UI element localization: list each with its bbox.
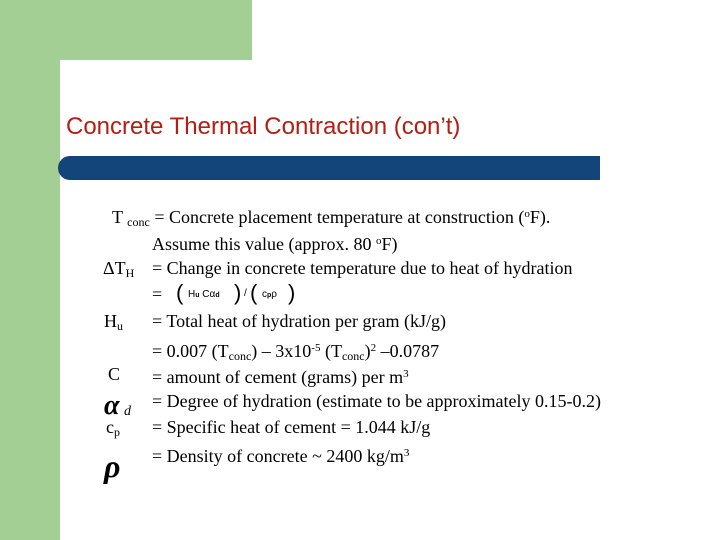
heat-of-hydration-formula: ( Hu Cαd ) / ( cpρ ) (176, 280, 296, 305)
left-accent-bar (0, 0, 60, 540)
hu-formula: = 0.007 $(T_{conc}) - 3x10^{-5}$ $(T_{conc})^2$ –0.0787 (152, 341, 440, 363)
c-definition: = amount of cement (grams) per $m^3$ (152, 367, 409, 387)
hu-symbol: $H_u$ (104, 311, 123, 333)
cp-symbol: $c_p$ (106, 417, 120, 439)
alpha-subscript: d (124, 404, 131, 419)
alpha-definition: = Degree of hydration (estimate to be approximately 0.15-0.2) (152, 391, 602, 411)
rho-symbol: ρ (104, 448, 121, 484)
cp-definition: = Specific heat of cement = 1.044 kJ/g (152, 417, 431, 437)
tconc-definition: T $_{conc}$ = Concrete placement temperature at construction ($^o$F). (112, 207, 551, 229)
top-accent-bar (0, 0, 252, 60)
delta-th-definition: = Change in concrete temperature due to heat of hydration (152, 258, 573, 278)
slide-title: Concrete Thermal Contraction (con’t) (66, 113, 461, 140)
tconc-definition-continued: Assume this value (approx. 80 $^o$F) (152, 234, 398, 254)
formula-numerator: Hu Cαd (188, 289, 220, 300)
delta-th-equals: = (152, 284, 163, 304)
delta-th-symbol: $\Delta T_H$ (103, 258, 135, 280)
alpha-symbol: α (104, 390, 120, 421)
rho-definition: = Density of concrete ~ 2400 $kg/m^3$ (152, 446, 410, 466)
hu-definition: = Total heat of hydration per gram (kJ/g) (152, 311, 446, 331)
c-symbol: C (108, 364, 121, 384)
title-underline-bar (58, 156, 600, 180)
tconc-symbol: T $_{conc}$ (112, 207, 150, 229)
formula-denominator: cpρ (262, 289, 277, 300)
